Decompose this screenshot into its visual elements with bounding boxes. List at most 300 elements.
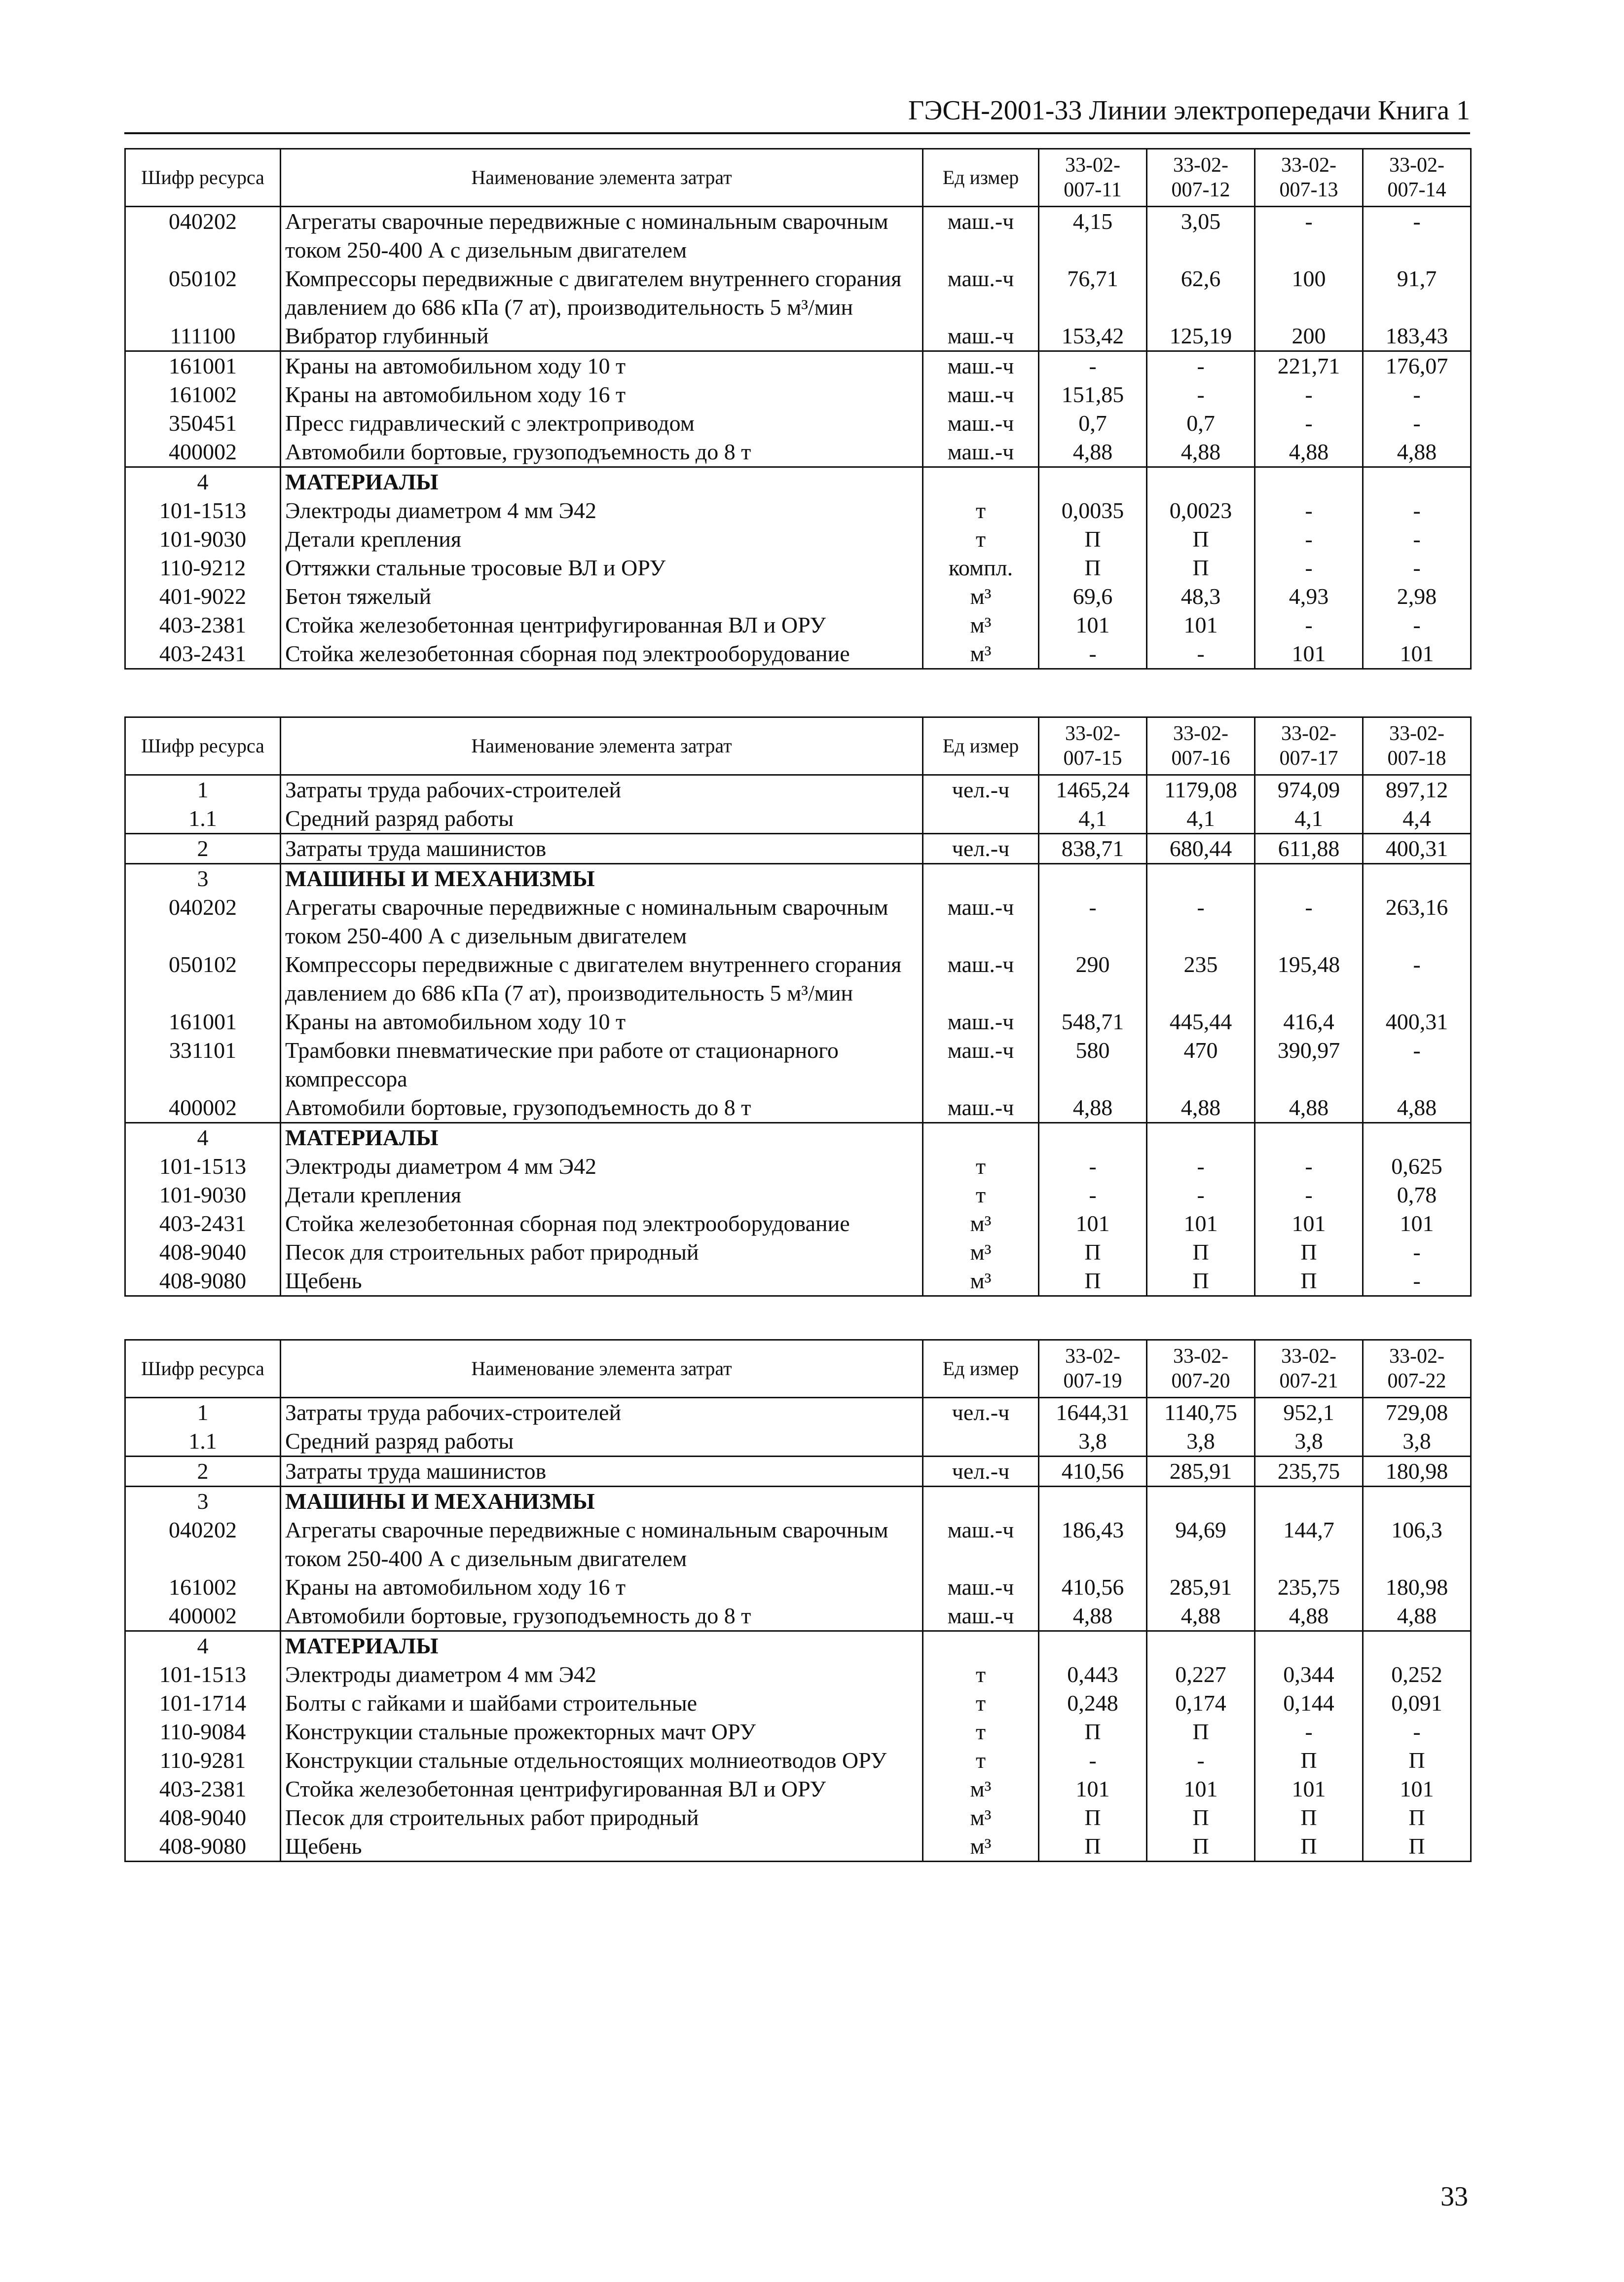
norm-code-prefix: 33-02- <box>1281 154 1336 177</box>
norm-value: 235,75 <box>1255 1457 1363 1487</box>
norm-value: 3,05 <box>1147 207 1255 265</box>
unit-of-measure: маш.-ч <box>923 1573 1039 1602</box>
resource-code: 2 <box>125 1457 281 1487</box>
norm-value: 62,6 <box>1147 264 1255 322</box>
header-row <box>125 149 1471 207</box>
norm-value: 94,69 <box>1147 1516 1255 1573</box>
table-row <box>125 207 1471 265</box>
cost-element-name: Конструкции стальные отдельностоящих молниеотводов ОРУ <box>281 1746 923 1775</box>
norm-value: 183,43 <box>1363 322 1471 351</box>
norm-value: - <box>1147 1152 1255 1181</box>
unit-of-measure: м³ <box>923 1238 1039 1267</box>
unit-of-measure: чел.-ч <box>923 834 1039 864</box>
norm-value: 101 <box>1147 1209 1255 1238</box>
norm-value: 101 <box>1039 611 1147 639</box>
unit-of-measure: маш.-ч <box>923 380 1039 409</box>
norm-value: 0,0035 <box>1039 496 1147 525</box>
table-header <box>125 149 1471 207</box>
unit-of-measure: маш.-ч <box>923 893 1039 950</box>
norm-value: 195,48 <box>1255 950 1363 1008</box>
norm-value: - <box>1147 1181 1255 1209</box>
norm-value: 0,091 <box>1363 1689 1471 1718</box>
unit-of-measure: т <box>923 1746 1039 1775</box>
norm-value <box>1255 467 1363 497</box>
unit-of-measure: м³ <box>923 1803 1039 1832</box>
norm-value <box>1147 1631 1255 1661</box>
norm-value: 4,1 <box>1147 804 1255 834</box>
norm-value <box>1147 467 1255 497</box>
unit-of-measure: м³ <box>923 1209 1039 1238</box>
cost-element-name: МАТЕРИАЛЫ <box>281 1123 923 1153</box>
norm-value: 186,43 <box>1039 1516 1147 1573</box>
col-header-name: Наименование элемента затрат <box>281 1340 923 1398</box>
norm-code-suffix: 007-17 <box>1279 747 1338 770</box>
table-body <box>125 1398 1471 1862</box>
norm-value: 176,07 <box>1363 351 1471 381</box>
table-row <box>125 554 1471 582</box>
table-row <box>125 351 1471 381</box>
norm-value: 0,0023 <box>1147 496 1255 525</box>
cost-element-name: Средний разряд работы <box>281 804 923 834</box>
resource-code: 101-1513 <box>125 1152 281 1181</box>
unit-of-measure: т <box>923 496 1039 525</box>
table-row <box>125 380 1471 409</box>
cost-element-name: Бетон тяжелый <box>281 582 923 611</box>
resource-code: 331101 <box>125 1036 281 1093</box>
norm-value: 611,88 <box>1255 834 1363 864</box>
norm-value: - <box>1255 525 1363 554</box>
norm-value: 4,88 <box>1363 1602 1471 1631</box>
unit-of-measure: чел.-ч <box>923 1398 1039 1427</box>
norm-value: 0,7 <box>1147 409 1255 438</box>
col-header-norm-1 <box>1039 717 1147 775</box>
norm-value: 3,8 <box>1363 1427 1471 1457</box>
unit-of-measure: компл. <box>923 554 1039 582</box>
table-header <box>125 1340 1471 1398</box>
norm-value: - <box>1255 1152 1363 1181</box>
norm-value: 153,42 <box>1039 322 1147 351</box>
cost-element-name: Агрегаты сварочные передвижные с номинальным сварочным током 250-400 А с дизельным двигателем <box>281 1516 923 1573</box>
norm-value: 470 <box>1147 1036 1255 1093</box>
col-header-norm-1 <box>1039 149 1147 207</box>
norm-value: - <box>1039 1152 1147 1181</box>
norm-value: - <box>1255 1181 1363 1209</box>
table-row <box>125 1718 1471 1746</box>
resource-code: 161001 <box>125 351 281 381</box>
cost-element-name: Краны на автомобильном ходу 10 т <box>281 1008 923 1036</box>
resource-code: 400002 <box>125 438 281 467</box>
norm-value: 4,1 <box>1255 804 1363 834</box>
norm-value: 101 <box>1363 1775 1471 1803</box>
table-row <box>125 775 1471 805</box>
table-row <box>125 1573 1471 1602</box>
cost-element-name: Агрегаты сварочные передвижные с номинальным сварочным током 250-400 А с дизельным двигателем <box>281 207 923 265</box>
table-row <box>125 1267 1471 1296</box>
norm-value: - <box>1147 380 1255 409</box>
table-row <box>125 1008 1471 1036</box>
norm-value: 180,98 <box>1363 1573 1471 1602</box>
cost-element-name: Трамбовки пневматические при работе от стационарного компрессора <box>281 1036 923 1093</box>
norm-value: - <box>1255 496 1363 525</box>
norm-value: - <box>1039 639 1147 669</box>
norm-value: 101 <box>1147 1775 1255 1803</box>
norm-value: 400,31 <box>1363 1008 1471 1036</box>
norm-value: 580 <box>1039 1036 1147 1093</box>
norm-value: 952,1 <box>1255 1398 1363 1427</box>
table-row <box>125 1660 1471 1689</box>
norm-code-suffix: 007-22 <box>1387 1370 1446 1392</box>
resource-code: 403-2431 <box>125 1209 281 1238</box>
norm-code-suffix: 007-18 <box>1387 747 1446 770</box>
page-number: 33 <box>1440 2181 1468 2212</box>
norm-value <box>1147 1123 1255 1153</box>
resource-code: 161001 <box>125 1008 281 1036</box>
norm-value: 0,78 <box>1363 1181 1471 1209</box>
cost-element-name: Детали крепления <box>281 525 923 554</box>
norm-value: 445,44 <box>1147 1008 1255 1036</box>
table-row <box>125 1398 1471 1427</box>
norm-value: 100 <box>1255 264 1363 322</box>
col-header-norm-2 <box>1147 1340 1255 1398</box>
norm-value: 390,97 <box>1255 1036 1363 1093</box>
cost-element-name: Затраты труда машинистов <box>281 1457 923 1487</box>
norm-value: - <box>1363 525 1471 554</box>
col-header-unit: Ед измер <box>923 1340 1039 1398</box>
table-row <box>125 611 1471 639</box>
norm-value: П <box>1147 1238 1255 1267</box>
unit-of-measure: маш.-ч <box>923 351 1039 381</box>
norm-value: - <box>1255 207 1363 265</box>
col-header-norm-2 <box>1147 717 1255 775</box>
norm-value: П <box>1255 1803 1363 1832</box>
resource-code: 050102 <box>125 264 281 322</box>
unit-of-measure: м³ <box>923 611 1039 639</box>
norm-value: 0,625 <box>1363 1152 1471 1181</box>
unit-of-measure <box>923 1123 1039 1153</box>
norm-value: 1465,24 <box>1039 775 1147 805</box>
resource-code: 1 <box>125 775 281 805</box>
table-row <box>125 264 1471 322</box>
resource-code: 408-9040 <box>125 1803 281 1832</box>
norm-value: 3,8 <box>1255 1427 1363 1457</box>
norm-value: 4,88 <box>1039 1602 1147 1631</box>
cost-element-name: Оттяжки стальные тросовые ВЛ и ОРУ <box>281 554 923 582</box>
norm-value: 548,71 <box>1039 1008 1147 1036</box>
resource-code: 101-1513 <box>125 496 281 525</box>
norm-code-prefix: 33-02- <box>1065 154 1120 177</box>
norm-value: П <box>1255 1238 1363 1267</box>
table-row <box>125 1036 1471 1093</box>
norm-code-prefix: 33-02- <box>1281 1345 1336 1368</box>
cost-element-name: Стойка железобетонная центрифугированная ВЛ и ОРУ <box>281 611 923 639</box>
cost-element-name: Затраты труда машинистов <box>281 834 923 864</box>
norm-value: 76,71 <box>1039 264 1147 322</box>
norm-value <box>1363 1123 1471 1153</box>
cost-element-name: Затраты труда рабочих-строителей <box>281 775 923 805</box>
table-row <box>125 1238 1471 1267</box>
unit-of-measure: т <box>923 1689 1039 1718</box>
norm-value: 101 <box>1255 1209 1363 1238</box>
col-header-norm-3 <box>1255 149 1363 207</box>
norm-value: 4,88 <box>1255 1602 1363 1631</box>
norm-value: 263,16 <box>1363 893 1471 950</box>
table-row <box>125 1631 1471 1661</box>
norm-value: 101 <box>1363 639 1471 669</box>
norm-value: 4,88 <box>1147 1602 1255 1631</box>
norm-value: П <box>1147 1718 1255 1746</box>
col-header-norm-4 <box>1363 1340 1471 1398</box>
table-row <box>125 1152 1471 1181</box>
cost-element-name: Электроды диаметром 4 мм Э42 <box>281 1152 923 1181</box>
table-row <box>125 1775 1471 1803</box>
resource-code: 408-9040 <box>125 1238 281 1267</box>
unit-of-measure: маш.-ч <box>923 1008 1039 1036</box>
norm-code-prefix: 33-02- <box>1389 722 1444 745</box>
norm-value: 4,88 <box>1039 438 1147 467</box>
unit-of-measure: маш.-ч <box>923 409 1039 438</box>
norm-value: - <box>1255 554 1363 582</box>
norm-value: - <box>1147 893 1255 950</box>
col-header-norm-4 <box>1363 149 1471 207</box>
norm-value: - <box>1255 380 1363 409</box>
unit-of-measure <box>923 1631 1039 1661</box>
cost-element-name: Средний разряд работы <box>281 1427 923 1457</box>
norm-value: П <box>1039 1803 1147 1832</box>
table-row <box>125 804 1471 834</box>
col-header-name: Наименование элемента затрат <box>281 717 923 775</box>
unit-of-measure: т <box>923 1718 1039 1746</box>
norm-value <box>1147 1487 1255 1516</box>
cost-element-name: Краны на автомобильном ходу 16 т <box>281 380 923 409</box>
resource-code: 1.1 <box>125 804 281 834</box>
col-header-norm-4 <box>1363 717 1471 775</box>
norm-value: 106,3 <box>1363 1516 1471 1573</box>
table-row <box>125 864 1471 894</box>
norm-value: 838,71 <box>1039 834 1147 864</box>
unit-of-measure: маш.-ч <box>923 1516 1039 1573</box>
resource-code: 111100 <box>125 322 281 351</box>
norm-value: 4,88 <box>1363 1093 1471 1123</box>
resource-code: 4 <box>125 1631 281 1661</box>
table-row <box>125 438 1471 467</box>
norm-value: 0,174 <box>1147 1689 1255 1718</box>
norm-value: 4,88 <box>1147 1093 1255 1123</box>
norm-code-prefix: 33-02- <box>1173 154 1228 177</box>
norm-code-suffix: 007-21 <box>1279 1370 1338 1392</box>
cost-element-name: Краны на автомобильном ходу 10 т <box>281 351 923 381</box>
cost-element-name: Краны на автомобильном ходу 16 т <box>281 1573 923 1602</box>
cost-element-name: Автомобили бортовые, грузоподъемность до 8 т <box>281 438 923 467</box>
col-header-unit: Ед измер <box>923 149 1039 207</box>
norm-value: 101 <box>1255 639 1363 669</box>
norm-value: - <box>1147 351 1255 381</box>
norm-code-prefix: 33-02- <box>1065 1345 1120 1368</box>
norm-code-suffix: 007-20 <box>1171 1370 1230 1392</box>
norm-value: 400,31 <box>1363 834 1471 864</box>
cost-element-name: Песок для строительных работ природный <box>281 1238 923 1267</box>
norm-value: 235,75 <box>1255 1573 1363 1602</box>
unit-of-measure: м³ <box>923 582 1039 611</box>
norm-value: 0,443 <box>1039 1660 1147 1689</box>
norm-code-suffix: 007-19 <box>1063 1370 1122 1392</box>
norm-value: 285,91 <box>1147 1573 1255 1602</box>
norm-code-prefix: 33-02- <box>1065 722 1120 745</box>
norm-value: 101 <box>1363 1209 1471 1238</box>
norm-value <box>1255 864 1363 894</box>
unit-of-measure: м³ <box>923 639 1039 669</box>
resource-code: 2 <box>125 834 281 864</box>
norm-value: - <box>1363 1036 1471 1093</box>
norm-value: П <box>1039 1267 1147 1296</box>
resource-code: 110-9084 <box>125 1718 281 1746</box>
norm-value: 180,98 <box>1363 1457 1471 1487</box>
unit-of-measure: маш.-ч <box>923 322 1039 351</box>
norm-value: П <box>1039 1238 1147 1267</box>
norm-code-prefix: 33-02- <box>1173 1345 1228 1368</box>
norm-code-suffix: 007-11 <box>1064 179 1122 201</box>
norm-value: - <box>1147 639 1255 669</box>
norm-value: 4,1 <box>1039 804 1147 834</box>
norm-value: - <box>1363 950 1471 1008</box>
cost-element-name: Щебень <box>281 1267 923 1296</box>
norm-code-suffix: 007-13 <box>1279 179 1338 201</box>
norm-value: - <box>1039 351 1147 381</box>
norm-value: П <box>1363 1746 1471 1775</box>
norm-value: 3,8 <box>1039 1427 1147 1457</box>
cost-element-name: Затраты труда рабочих-строителей <box>281 1398 923 1427</box>
header-row <box>125 717 1471 775</box>
cost-element-name: Щебень <box>281 1832 923 1862</box>
col-header-code: Шифр ресурса <box>125 149 281 207</box>
norm-value: П <box>1255 1832 1363 1862</box>
table-row <box>125 1602 1471 1631</box>
norm-value: 69,6 <box>1039 582 1147 611</box>
norm-value: П <box>1255 1746 1363 1775</box>
header-row <box>125 1340 1471 1398</box>
norm-value: - <box>1363 1718 1471 1746</box>
norm-value: П <box>1039 525 1147 554</box>
unit-of-measure: чел.-ч <box>923 1457 1039 1487</box>
norm-value: 4,88 <box>1255 1093 1363 1123</box>
resource-code: 3 <box>125 1487 281 1516</box>
unit-of-measure: чел.-ч <box>923 775 1039 805</box>
resource-code: 101-9030 <box>125 1181 281 1209</box>
table-row <box>125 1516 1471 1573</box>
page-header <box>124 95 1470 134</box>
norm-value: - <box>1255 611 1363 639</box>
norm-value: П <box>1147 1267 1255 1296</box>
norm-value: 285,91 <box>1147 1457 1255 1487</box>
norm-value: 4,93 <box>1255 582 1363 611</box>
norm-value: 4,88 <box>1147 438 1255 467</box>
norm-value: - <box>1255 893 1363 950</box>
unit-of-measure: т <box>923 1660 1039 1689</box>
table-row <box>125 1689 1471 1718</box>
resource-code: 161002 <box>125 380 281 409</box>
cost-element-name: Детали крепления <box>281 1181 923 1209</box>
cost-element-name: Компрессоры передвижные с двигателем внутреннего сгорания давлением до 686 кПа (7 ат), производительность 5 м³/мин <box>281 264 923 322</box>
resource-code: 101-1513 <box>125 1660 281 1689</box>
resource-code: 040202 <box>125 207 281 265</box>
norm-value: П <box>1039 554 1147 582</box>
cost-element-name: Стойка железобетонная центрифугированная ВЛ и ОРУ <box>281 1775 923 1803</box>
norm-value <box>1255 1487 1363 1516</box>
unit-of-measure <box>923 804 1039 834</box>
resource-code: 4 <box>125 1123 281 1153</box>
resource-code: 101-9030 <box>125 525 281 554</box>
col-header-norm-1 <box>1039 1340 1147 1398</box>
page-header-title: ГЭСН-2001-33 Линии электропередачи Книга 1 <box>908 95 1470 126</box>
norm-value <box>1039 1123 1147 1153</box>
resource-code: 401-9022 <box>125 582 281 611</box>
unit-of-measure <box>923 1427 1039 1457</box>
table-row <box>125 1209 1471 1238</box>
table-row <box>125 1832 1471 1862</box>
norm-value: 729,08 <box>1363 1398 1471 1427</box>
norm-value: 200 <box>1255 322 1363 351</box>
table-row <box>125 1487 1471 1516</box>
norm-value: П <box>1039 1718 1147 1746</box>
norm-value: 101 <box>1039 1775 1147 1803</box>
table-row <box>125 467 1471 497</box>
resource-code: 110-9281 <box>125 1746 281 1775</box>
cost-element-name: МАШИНЫ И МЕХАНИЗМЫ <box>281 1487 923 1516</box>
norm-value: 290 <box>1039 950 1147 1008</box>
norm-value: 2,98 <box>1363 582 1471 611</box>
norm-value <box>1363 864 1471 894</box>
norm-value: - <box>1363 611 1471 639</box>
cost-element-name: Электроды диаметром 4 мм Э42 <box>281 1660 923 1689</box>
col-header-unit: Ед измер <box>923 717 1039 775</box>
norm-value: 0,144 <box>1255 1689 1363 1718</box>
norm-value: - <box>1255 1718 1363 1746</box>
cost-element-name: МАШИНЫ И МЕХАНИЗМЫ <box>281 864 923 894</box>
norm-value: 974,09 <box>1255 775 1363 805</box>
norm-value: - <box>1363 1267 1471 1296</box>
unit-of-measure: м³ <box>923 1267 1039 1296</box>
table-row <box>125 1123 1471 1153</box>
norm-value: 101 <box>1039 1209 1147 1238</box>
resource-code: 403-2381 <box>125 1775 281 1803</box>
norm-value: П <box>1147 1803 1255 1832</box>
resource-code: 400002 <box>125 1093 281 1123</box>
norm-value: 0,7 <box>1039 409 1147 438</box>
table-row <box>125 639 1471 669</box>
norm-value: 235 <box>1147 950 1255 1008</box>
norm-value: П <box>1147 525 1255 554</box>
resource-code: 3 <box>125 864 281 894</box>
norm-code-suffix: 007-16 <box>1171 747 1230 770</box>
resource-code: 1 <box>125 1398 281 1427</box>
norm-value: 410,56 <box>1039 1573 1147 1602</box>
unit-of-measure: маш.-ч <box>923 207 1039 265</box>
norm-value: 91,7 <box>1363 264 1471 322</box>
table-row <box>125 893 1471 950</box>
table-row <box>125 322 1471 351</box>
norm-value: П <box>1147 554 1255 582</box>
norm-value: 101 <box>1147 611 1255 639</box>
norm-value: 144,7 <box>1255 1516 1363 1573</box>
estimate-table-3 <box>124 1339 1472 1862</box>
table-body <box>125 775 1471 1296</box>
table-body <box>125 207 1471 669</box>
norm-value: 3,8 <box>1147 1427 1255 1457</box>
table-row <box>125 1457 1471 1487</box>
table-row <box>125 525 1471 554</box>
norm-value: 1140,75 <box>1147 1398 1255 1427</box>
norm-value: 4,88 <box>1363 438 1471 467</box>
table-row <box>125 1181 1471 1209</box>
